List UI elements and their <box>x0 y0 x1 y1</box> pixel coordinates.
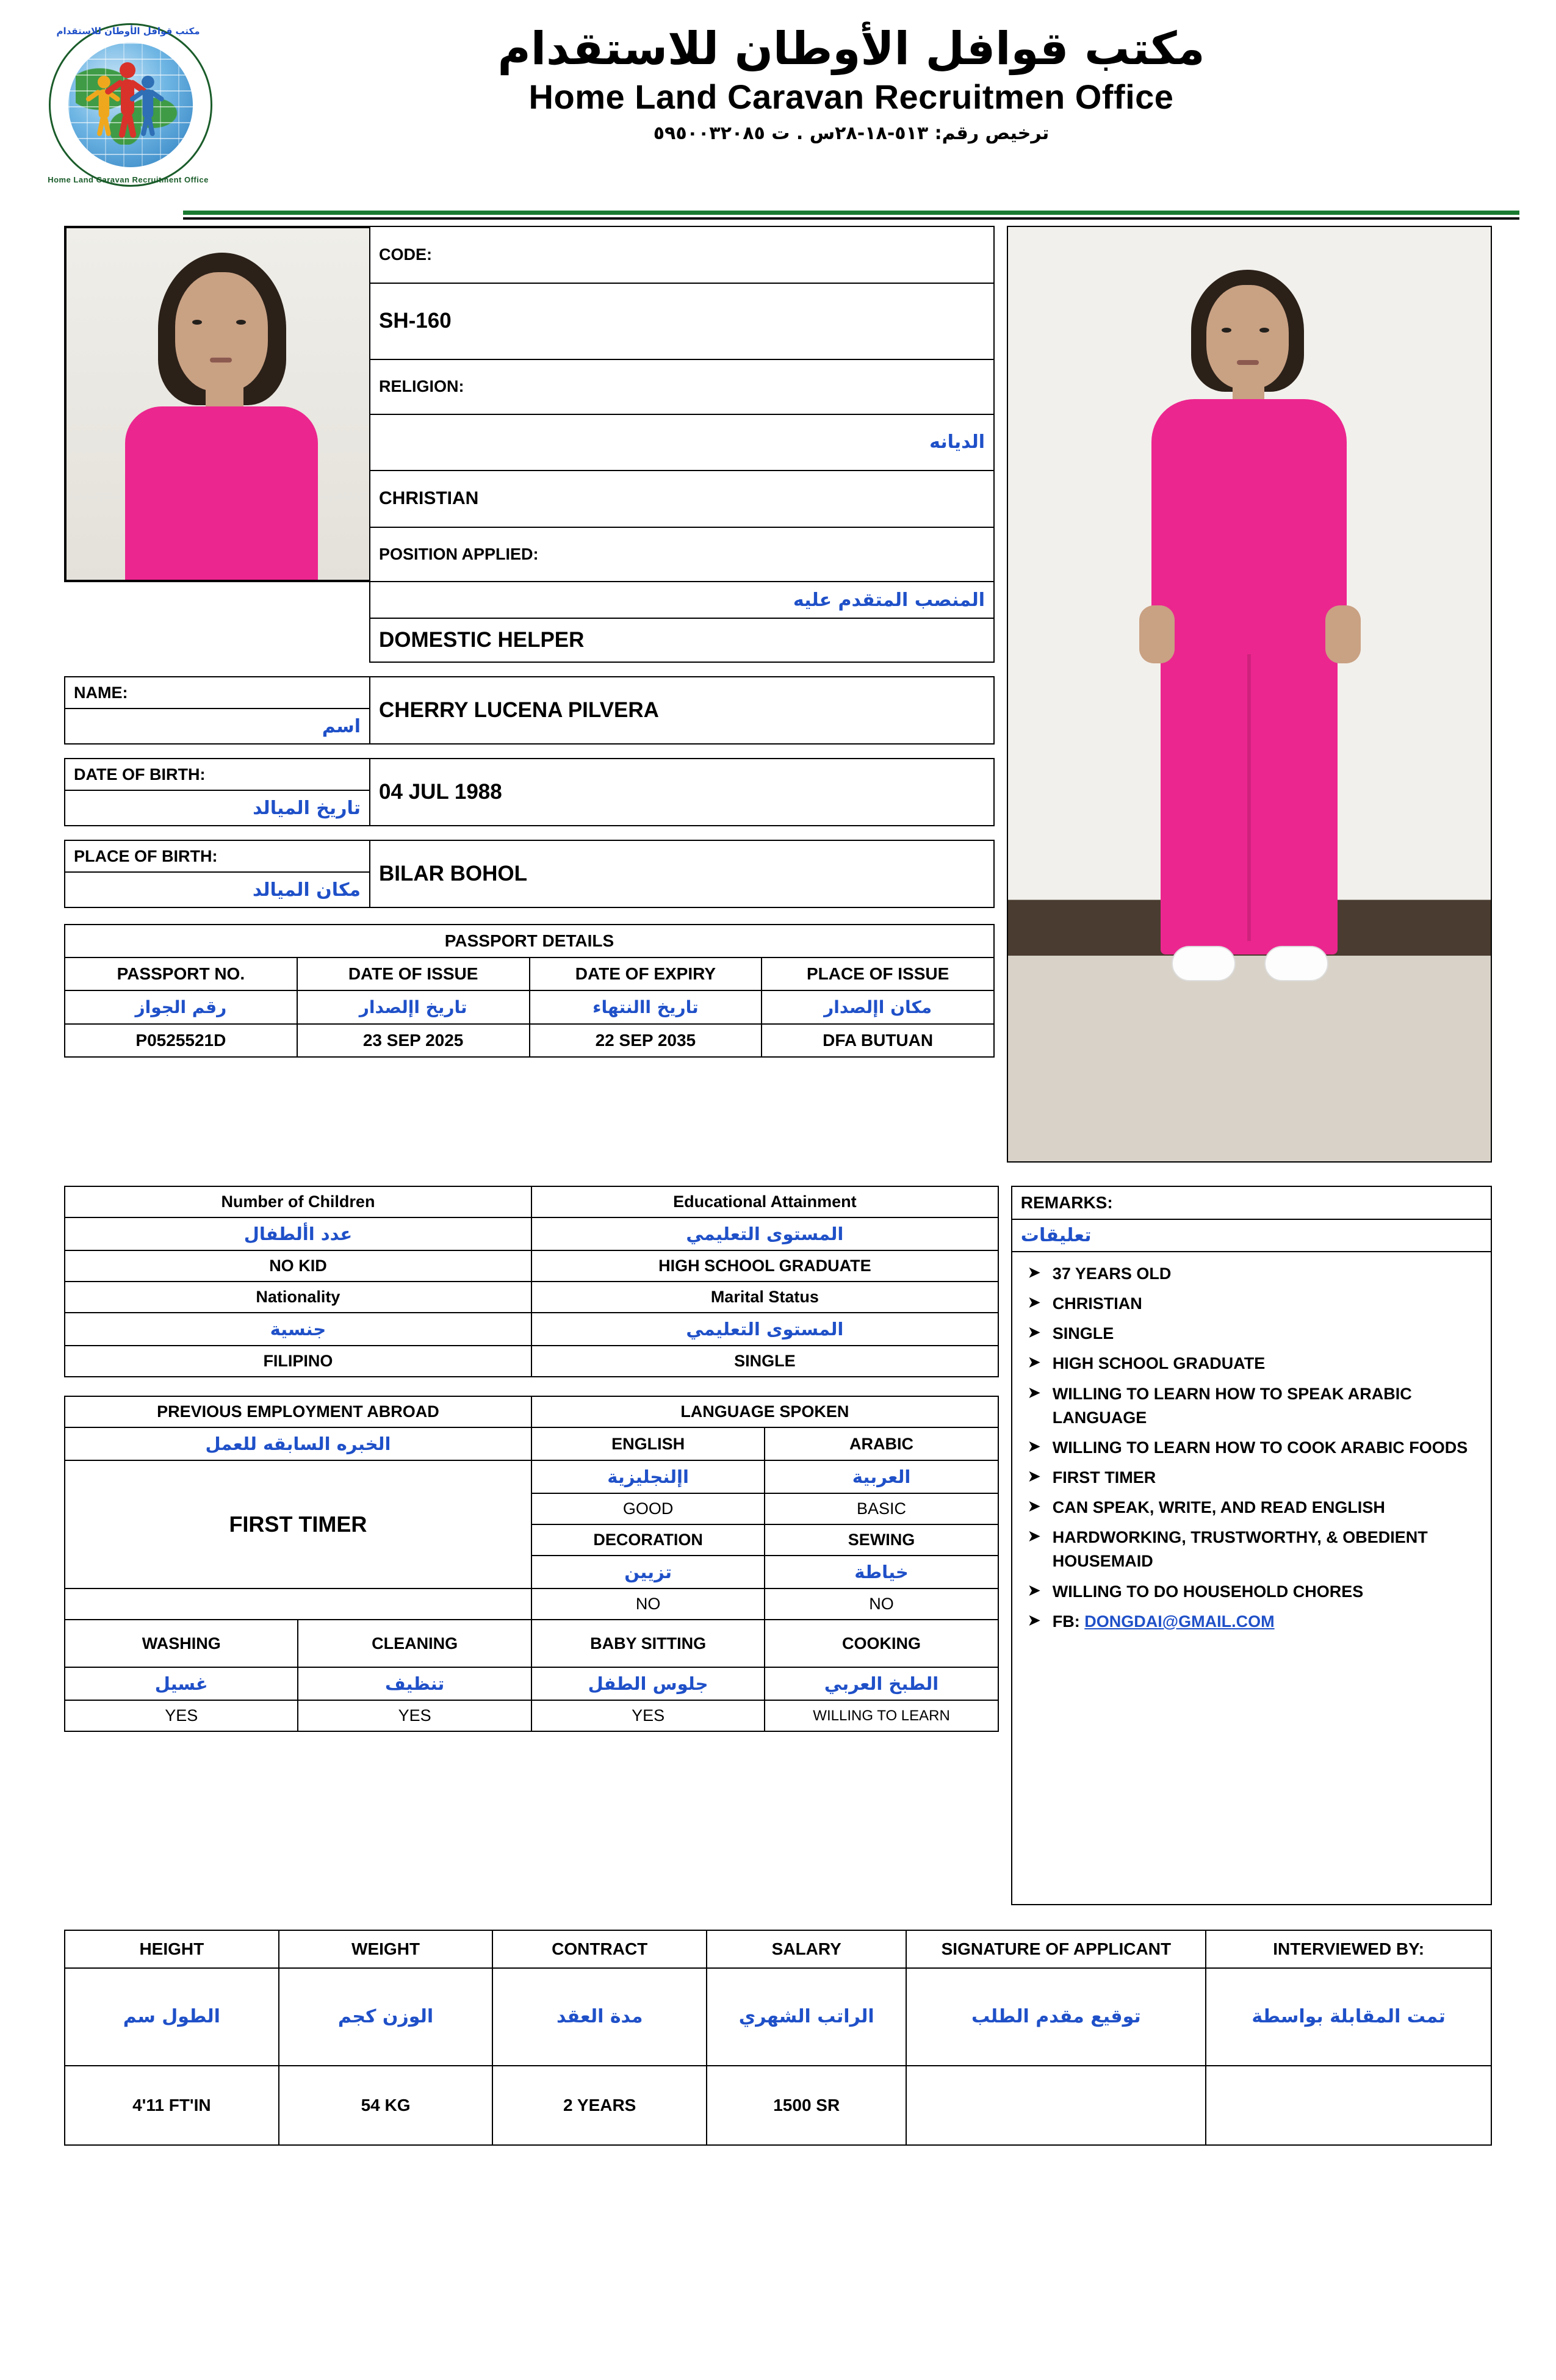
height-header-arabic: الطول سم <box>65 1968 279 2066</box>
remark-item: ➤ SINGLE <box>1026 1322 1480 1346</box>
passport-place-header-arabic: مكان اإلصدار <box>762 990 994 1024</box>
weight-header: WEIGHT <box>279 1930 493 1968</box>
applicant-portrait-photo <box>65 227 370 581</box>
remark-item: ➤ 37 YEARS OLD <box>1026 1262 1480 1286</box>
interviewed-by-header: INTERVIEWED BY: <box>1206 1930 1491 1968</box>
details-left <box>64 1186 999 1905</box>
sewing-label: SEWING <box>765 1524 998 1556</box>
marital-value: SINGLE <box>531 1346 998 1377</box>
pob-label-arabic: مكان الميالد <box>65 872 370 907</box>
facebook-email-link[interactable]: DONGDAI@GMAIL.COM <box>1084 1612 1275 1631</box>
interviewed-by-value[interactable] <box>1206 2066 1491 2145</box>
passport-table <box>64 924 995 1058</box>
dob-table <box>64 758 995 826</box>
weight-header-arabic: الوزن كجم <box>279 1968 493 2066</box>
pob-label: PLACE OF BIRTH: <box>65 840 370 872</box>
contract-value: 2 YEARS <box>492 2066 707 2145</box>
header-titles <box>220 12 1519 144</box>
children-value: NO KID <box>65 1250 531 1282</box>
decoration-label-arabic: تزيين <box>531 1556 765 1588</box>
arabic-level-value: BASIC <box>765 1493 998 1524</box>
salary-header: SALARY <box>707 1930 906 1968</box>
position-label: POSITION APPLIED: <box>370 527 994 582</box>
nationality-label-arabic: جنسية <box>65 1313 531 1346</box>
name-label: NAME: <box>65 677 370 709</box>
measurements-section <box>64 1930 1492 2146</box>
passport-expiry-header-arabic: تاريخ االنتهاء <box>530 990 762 1024</box>
height-header: HEIGHT <box>65 1930 279 1968</box>
cleaning-label: CLEANING <box>298 1620 531 1667</box>
document-body <box>0 226 1556 2146</box>
decoration-value: NO <box>531 1588 765 1620</box>
office-name-english: Home Land Caravan Recruitmen Office <box>528 77 1174 116</box>
name-table <box>64 676 995 745</box>
cleaning-label-arabic: تنظيف <box>298 1667 531 1700</box>
license-number: ترخيص رقم: ٥١٣-١٨-٢٨س . ت ٥٩٥٠٠٣٢٠٨٥ <box>653 122 1050 144</box>
signature-value[interactable] <box>906 2066 1206 2145</box>
details-right <box>1011 1186 1492 1905</box>
english-level-value: GOOD <box>531 1493 765 1524</box>
position-value: DOMESTIC HELPER <box>370 618 994 662</box>
name-value: CHERRY LUCENA PILVERA <box>370 677 994 744</box>
signature-header-arabic: توقيع مقدم الطلب <box>906 1968 1206 2066</box>
experience-language-table <box>64 1396 999 1732</box>
children-label-arabic: عدد األطفال <box>65 1217 531 1250</box>
washing-label-arabic: غسيل <box>65 1667 298 1700</box>
pob-table <box>64 840 995 908</box>
education-label: Educational Attainment <box>531 1186 998 1217</box>
remark-item: ➤ CHRISTIAN <box>1026 1292 1480 1316</box>
salary-header-arabic: الراتب الشهري <box>707 1968 906 2066</box>
religion-label-arabic: الديانه <box>370 414 994 471</box>
remark-item: ➤ CAN SPEAK, WRITE, AND READ ENGLISH <box>1026 1496 1480 1520</box>
religion-label: RELIGION: <box>370 359 994 414</box>
babysitting-value: YES <box>531 1700 765 1731</box>
remarks-table <box>1011 1186 1492 1905</box>
previous-employment-value: FIRST TIMER <box>65 1460 531 1588</box>
remarks-list <box>1012 1252 1491 1650</box>
children-label: Number of Children <box>65 1186 531 1217</box>
passport-issue-header-arabic: تاريخ اإلصدار <box>297 990 530 1024</box>
remark-item: ➤ HARDWORKING, TRUSTWORTHY, & OBEDIENT HOUSEMAID <box>1026 1526 1480 1573</box>
arabic-label-arabic: العربية <box>765 1460 998 1493</box>
passport-place-value: DFA BUTUAN <box>762 1024 994 1057</box>
cooking-value: WILLING TO LEARN <box>765 1700 998 1731</box>
arabic-label: ARABIC <box>765 1427 998 1460</box>
salary-value: 1500 SR <box>707 2066 906 2145</box>
signature-header: SIGNATURE OF APPLICANT <box>906 1930 1206 1968</box>
passport-no-value: P0525521D <box>65 1024 297 1057</box>
office-name-arabic: مكتب قوافل الأوطان للاستقدام <box>497 23 1205 75</box>
remarks-title: REMARKS: <box>1012 1186 1491 1219</box>
weight-value: 54 KG <box>279 2066 493 2145</box>
english-label: ENGLISH <box>531 1427 765 1460</box>
passport-place-header: PLACE OF ISSUE <box>762 957 994 990</box>
remark-item: ➤ WILLING TO DO HOUSEHOLD CHORES <box>1026 1580 1480 1604</box>
code-label: CODE: <box>370 226 994 283</box>
interviewed-by-header-arabic: تمت المقابلة بواسطة <box>1206 1968 1491 2066</box>
cleaning-value: YES <box>298 1700 531 1731</box>
logo-text-english: Home Land Caravan Recruitment Office <box>48 175 209 184</box>
cooking-label-arabic: الطبخ العربي <box>765 1667 998 1700</box>
company-logo <box>37 12 220 195</box>
remark-item: ➤ FIRST TIMER <box>1026 1466 1480 1490</box>
dob-label: DATE OF BIRTH: <box>65 759 370 790</box>
nationality-label: Nationality <box>65 1282 531 1313</box>
remark-item: ➤ WILLING TO LEARN HOW TO COOK ARABIC FOODS <box>1026 1436 1480 1460</box>
position-label-arabic: المنصب المتقدم عليه <box>370 582 994 618</box>
header-divider-dark <box>183 217 1519 220</box>
personal-details-table <box>64 1186 999 1377</box>
babysitting-label: BABY SITTING <box>531 1620 765 1667</box>
details-section <box>64 1186 1492 1905</box>
measurements-table <box>64 1930 1492 2146</box>
code-value: SH-160 <box>370 283 994 360</box>
identity-right <box>1007 226 1492 1163</box>
logo-text-arabic: مكتب قوافل الأوطان للاستقدام <box>56 26 200 37</box>
passport-issue-header: DATE OF ISSUE <box>297 957 530 990</box>
passport-expiry-value: 22 SEP 2035 <box>530 1024 762 1057</box>
pob-value: BILAR BOHOL <box>370 840 994 907</box>
washing-label: WASHING <box>65 1620 298 1667</box>
contract-header: CONTRACT <box>492 1930 707 1968</box>
passport-title: PASSPORT DETAILS <box>65 925 994 957</box>
decoration-label: DECORATION <box>531 1524 765 1556</box>
people-icon <box>95 60 175 145</box>
passport-no-header-arabic: رقم الجواز <box>65 990 297 1024</box>
contract-header-arabic: مدة العقد <box>492 1968 707 2066</box>
passport-no-header: PASSPORT NO. <box>65 957 297 990</box>
remarks-title-arabic: تعليقات <box>1012 1219 1491 1252</box>
height-value: 4'11 FT'IN <box>65 2066 279 2145</box>
english-label-arabic: اإلنجليزية <box>531 1460 765 1493</box>
education-label-arabic: المستوى التعليمي <box>531 1217 998 1250</box>
header-divider-green <box>183 211 1519 215</box>
marital-label-arabic: المستوى التعليمي <box>531 1313 998 1346</box>
previous-employment-label: PREVIOUS EMPLOYMENT ABROAD <box>65 1396 531 1427</box>
babysitting-label-arabic: جلوس الطفل <box>531 1667 765 1700</box>
facebook-label: FB: <box>1052 1612 1085 1631</box>
passport-issue-value: 23 SEP 2025 <box>297 1024 530 1057</box>
remark-item-facebook <box>1026 1610 1480 1634</box>
remarks-content-cell <box>1012 1252 1491 1905</box>
religion-value: CHRISTIAN <box>370 471 994 527</box>
dob-label-arabic: تاريخ الميالد <box>65 790 370 826</box>
nationality-value: FILIPINO <box>65 1346 531 1377</box>
education-value: HIGH SCHOOL GRADUATE <box>531 1250 998 1282</box>
passport-photo-cell <box>65 226 370 582</box>
identity-left <box>64 226 995 1163</box>
remark-item: ➤ HIGH SCHOOL GRADUATE <box>1026 1352 1480 1376</box>
dob-value: 04 JUL 1988 <box>370 759 994 826</box>
document-header <box>0 0 1556 226</box>
washing-value: YES <box>65 1700 298 1731</box>
identity-table <box>64 226 995 663</box>
applicant-fullbody-photo <box>1007 226 1492 1163</box>
remark-item: ➤ WILLING TO LEARN HOW TO SPEAK ARABIC LANGUAGE <box>1026 1382 1480 1430</box>
cooking-label: COOKING <box>765 1620 998 1667</box>
previous-employment-label-arabic: الخبره السابقه للعمل <box>65 1427 531 1460</box>
passport-expiry-header: DATE OF EXPIRY <box>530 957 762 990</box>
sewing-value: NO <box>765 1588 998 1620</box>
marital-label: Marital Status <box>531 1282 998 1313</box>
identity-section <box>64 226 1492 1163</box>
name-label-arabic: اسم <box>65 709 370 744</box>
sewing-label-arabic: خياطة <box>765 1556 998 1588</box>
language-spoken-label: LANGUAGE SPOKEN <box>531 1396 998 1427</box>
